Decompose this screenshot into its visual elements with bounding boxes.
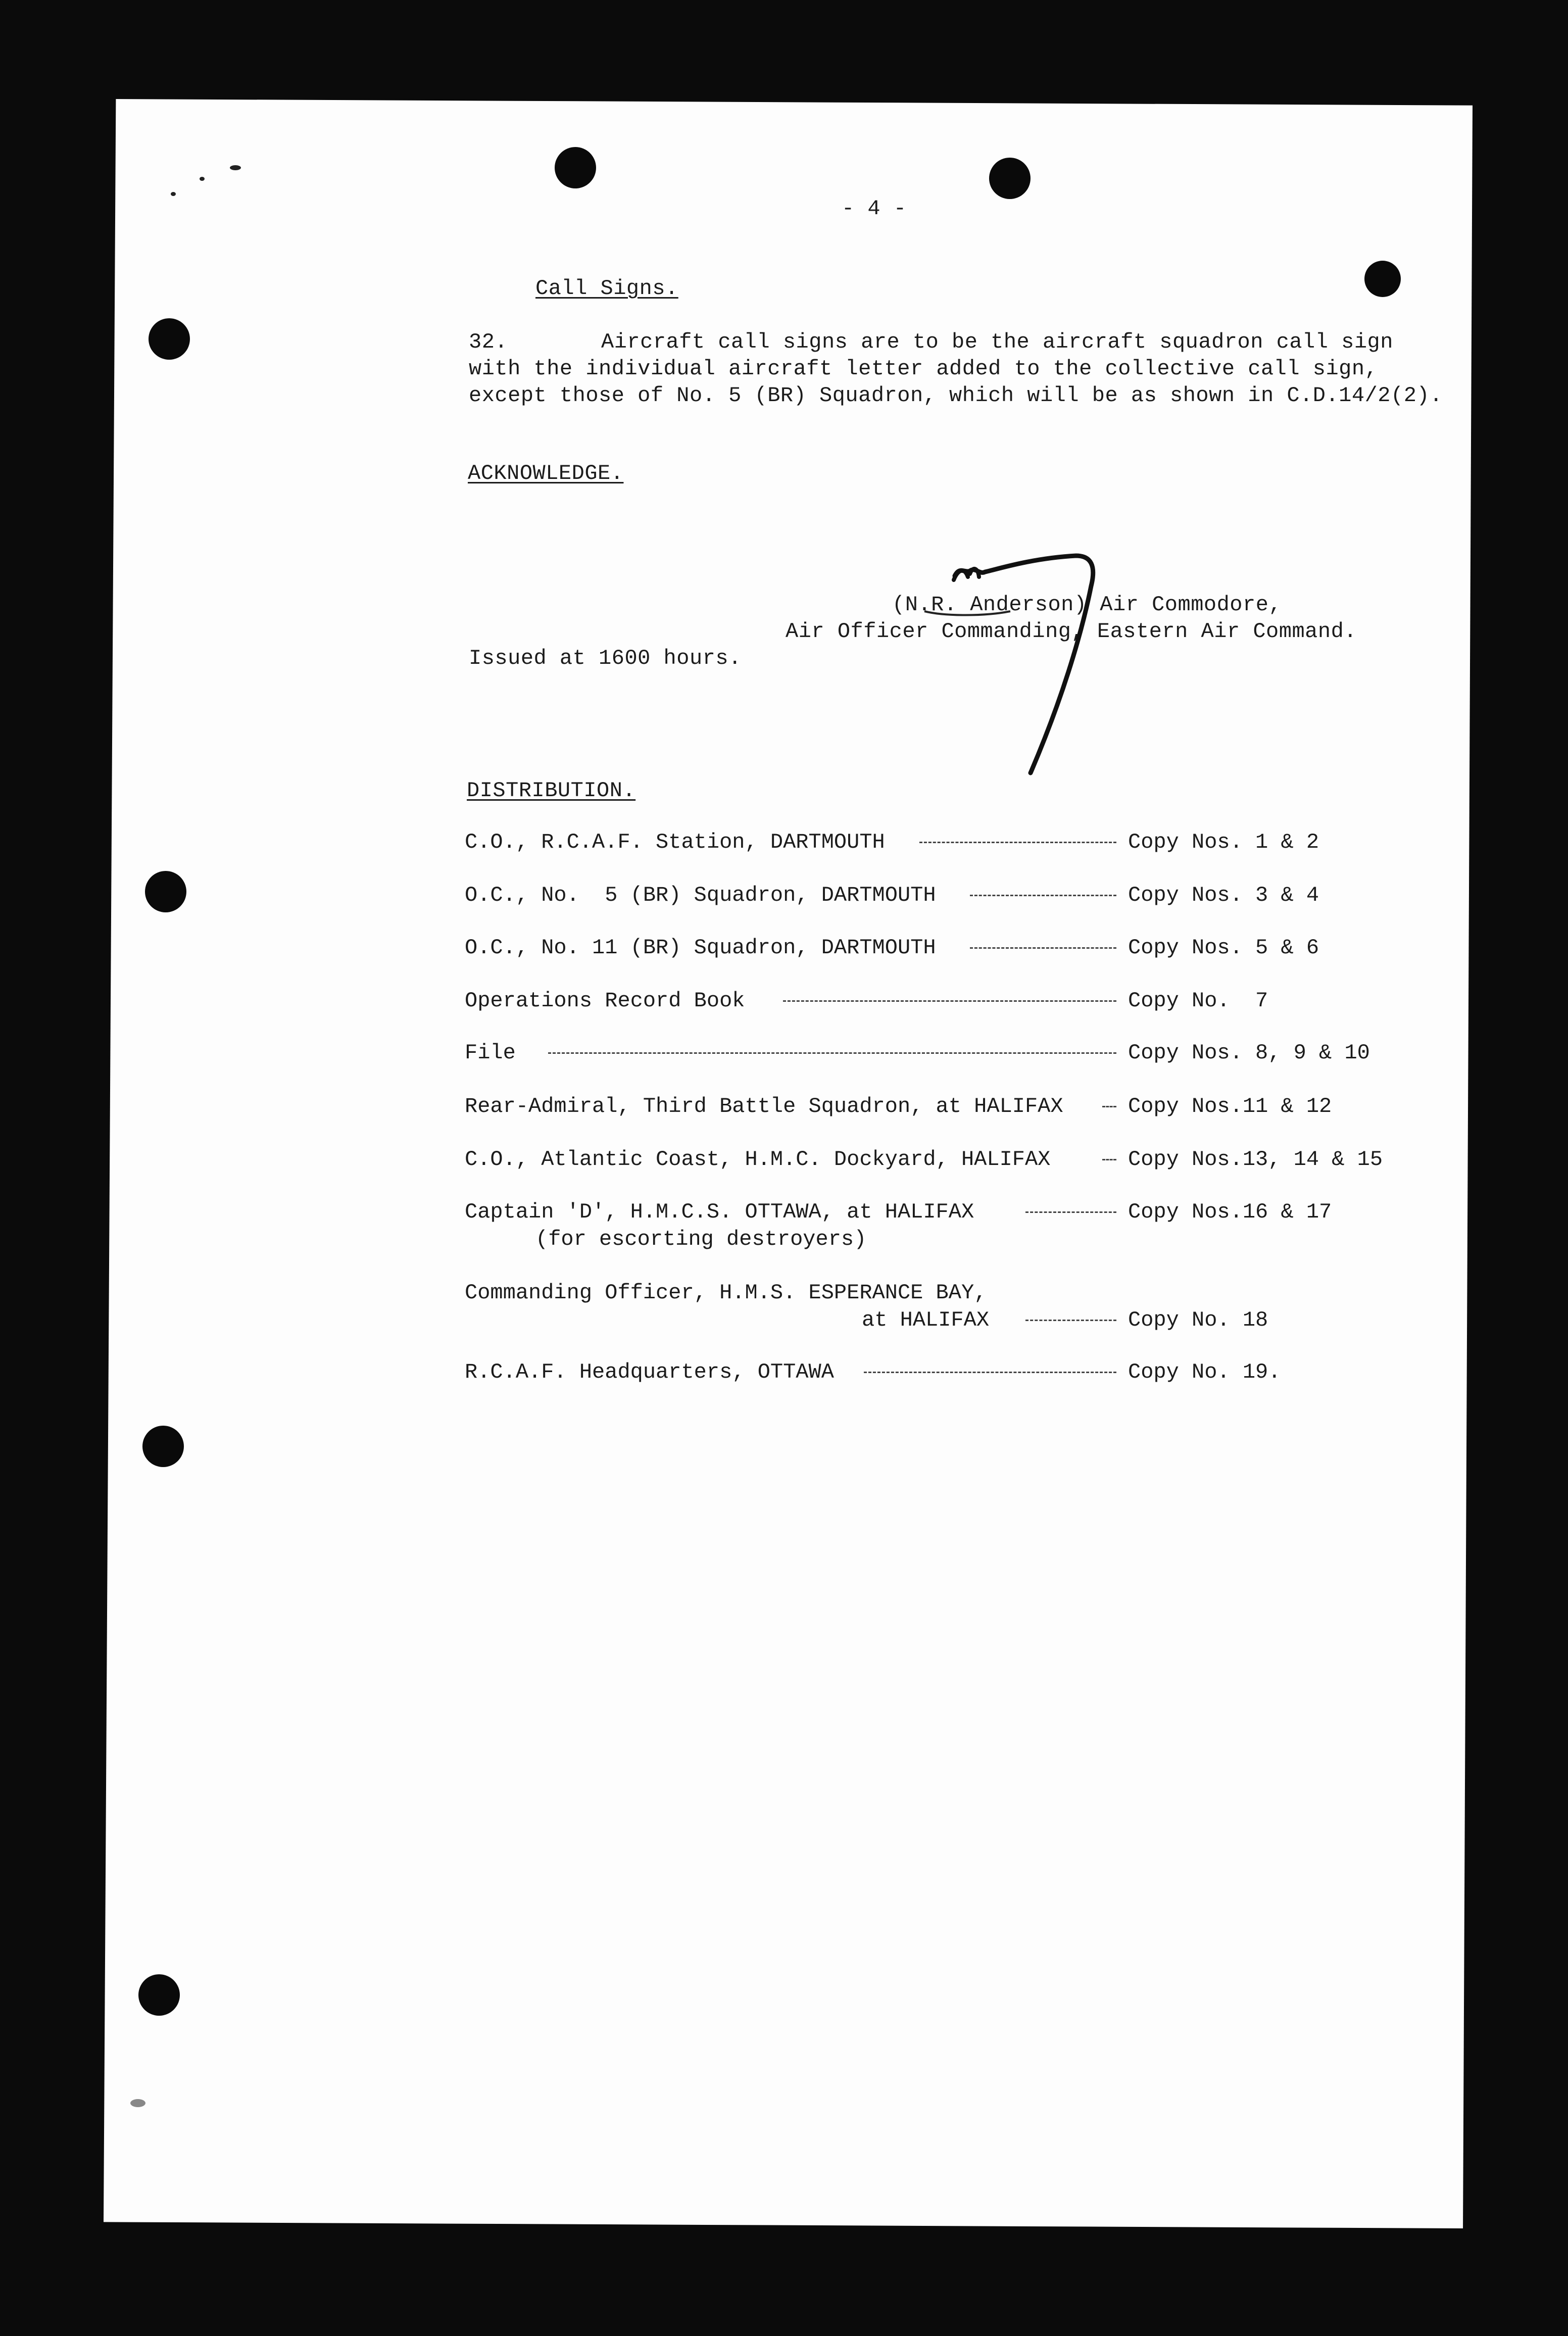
punch-hole <box>1364 261 1401 297</box>
distribution-copy-numbers: Copy Nos.13, 14 & 15 <box>1128 1147 1383 1172</box>
punch-hole <box>145 871 186 912</box>
dash-leader <box>970 895 1116 896</box>
dash-leader <box>548 1052 1116 1054</box>
dash-leader <box>1025 1320 1116 1321</box>
call-signs-line-1: Aircraft call signs are to be the aircraft squadron call sign <box>601 330 1393 354</box>
ink-speck <box>230 165 241 170</box>
distribution-recipient-note: (for escorting destroyers) <box>535 1227 867 1251</box>
dash-leader <box>919 842 1116 843</box>
dash-leader <box>1025 1211 1116 1213</box>
dash-leader <box>1102 1106 1116 1107</box>
acknowledge-heading: ACKNOWLEDGE. <box>468 461 624 485</box>
distribution-copy-numbers: Copy No. 19. <box>1128 1360 1281 1384</box>
punch-hole <box>555 147 596 188</box>
distribution-heading: DISTRIBUTION. <box>467 778 636 803</box>
paragraph-number: 32. <box>469 330 508 354</box>
distribution-copy-numbers: Copy Nos.16 & 17 <box>1128 1200 1332 1224</box>
ink-speck <box>171 192 176 196</box>
distribution-copy-numbers: Copy No. 18 <box>1128 1308 1268 1332</box>
punch-hole <box>989 158 1031 199</box>
punch-hole <box>138 1974 180 2016</box>
call-signs-line-3: except those of No. 5 (BR) Squadron, which will be as shown in C.D.14/2(2). <box>469 383 1443 408</box>
distribution-recipient: R.C.A.F. Headquarters, OTTAWA <box>465 1360 834 1384</box>
call-signs-heading: Call Signs. <box>535 276 678 301</box>
issued-time: Issued at 1600 hours. <box>469 646 742 670</box>
handwritten-signature <box>879 536 1111 778</box>
ink-speck <box>200 177 205 181</box>
distribution-copy-numbers: Copy Nos. 1 & 2 <box>1128 830 1319 854</box>
call-signs-line-2: with the individual aircraft letter added to the collective call sign, <box>469 357 1378 381</box>
distribution-recipient: C.O., Atlantic Coast, H.M.C. Dockyard, HALIFAX <box>465 1147 1051 1172</box>
distribution-recipient: Rear-Admiral, Third Battle Squadron, at HALIFAX <box>465 1094 1063 1118</box>
distribution-copy-numbers: Copy Nos.11 & 12 <box>1128 1094 1332 1118</box>
dash-leader <box>783 1000 1116 1002</box>
signatory-title: Air Officer Commanding, Eastern Air Command. <box>786 619 1357 644</box>
distribution-copy-numbers: Copy No. 7 <box>1128 989 1268 1013</box>
distribution-recipient: C.O., R.C.A.F. Station, DARTMOUTH <box>465 830 885 854</box>
distribution-recipient: Captain 'D', H.M.C.S. OTTAWA, at HALIFAX <box>465 1200 974 1224</box>
ink-speck <box>130 2099 145 2107</box>
dash-leader <box>1102 1159 1116 1160</box>
distribution-copy-numbers: Copy Nos. 8, 9 & 10 <box>1128 1041 1370 1065</box>
distribution-recipient: Operations Record Book <box>465 989 745 1013</box>
page-number: - 4 - <box>842 197 907 221</box>
punch-hole <box>149 318 190 360</box>
punch-hole <box>142 1426 184 1467</box>
distribution-recipient: O.C., No. 11 (BR) Squadron, DARTMOUTH <box>465 936 936 960</box>
distribution-recipient: Commanding Officer, H.M.S. ESPERANCE BAY, <box>465 1281 987 1305</box>
dash-leader <box>864 1372 1116 1373</box>
distribution-copy-numbers: Copy Nos. 3 & 4 <box>1128 883 1319 907</box>
dash-leader <box>970 947 1116 949</box>
distribution-recipient: O.C., No. 5 (BR) Squadron, DARTMOUTH <box>465 883 936 907</box>
distribution-copy-numbers: Copy Nos. 5 & 6 <box>1128 936 1319 960</box>
distribution-recipient: File <box>465 1041 516 1065</box>
distribution-recipient-note: at HALIFAX <box>862 1308 990 1332</box>
signatory-name: (N.R. Anderson) Air Commodore, <box>892 593 1282 617</box>
